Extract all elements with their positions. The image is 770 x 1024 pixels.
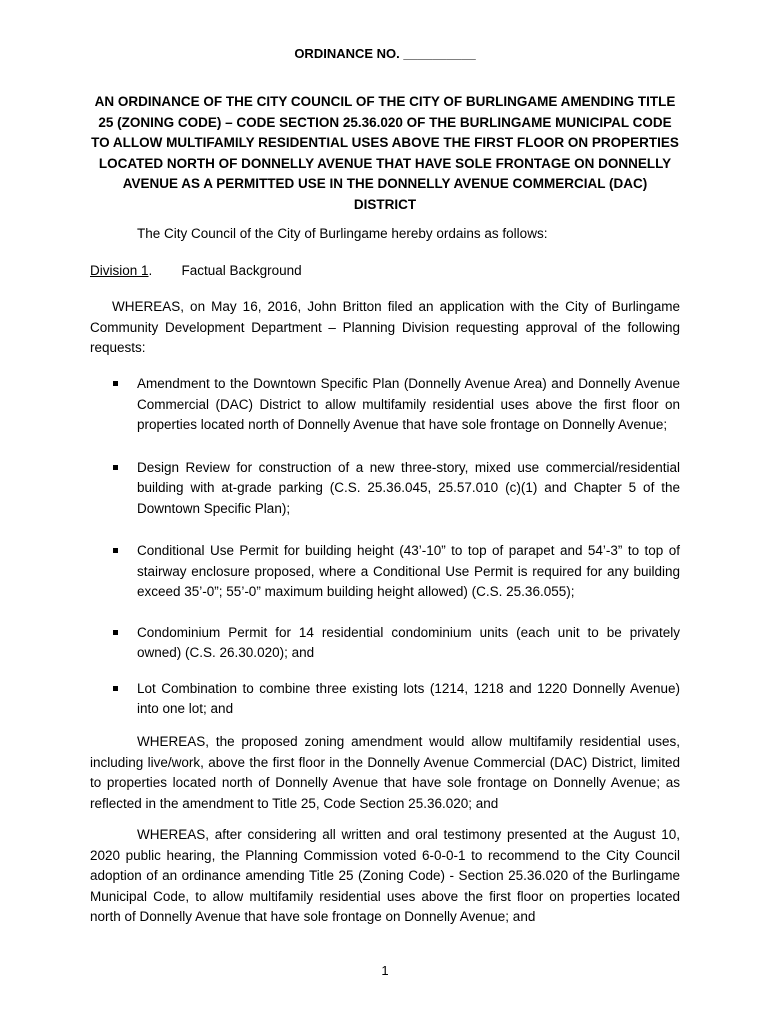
- division-heading: [90, 261, 302, 281]
- square-bullet-icon: [113, 630, 118, 635]
- square-bullet-icon: [113, 548, 118, 553]
- square-bullet-icon: [113, 381, 118, 386]
- list-item: [90, 679, 680, 720]
- list-item-text: Design Review for construction of a new three-story, mixed use commercial/residential building with at-grade parking (C.S. 25.36.045, 25.57.010 (c)(1) and Chapter 5 of the Downtown Specific Plan);: [137, 459, 680, 516]
- division-dot: .: [148, 263, 153, 278]
- list-item-text: Amendment to the Downtown Specific Plan (Donnelly Avenue Area) and Donnelly Avenue Commercial (DAC) District to allow multifamily residential uses above the first floor on properties located north of Donnelly Avenue that have sole frontage on Donnelly Avenue;: [137, 376, 680, 432]
- whereas-paragraph-3: WHEREAS, after considering all written and oral testimony presented at the August 10, 2020 public hearing, the Planning Commission voted 6-0-0-1 to recommend to the City Council adoption of an ordinance amending Title 25 (Zoning Code) - Section 25.36.020 of the Burlingame Municipal Code, to allow multifamily residential uses above the first floor on properties located north of Donnelly Avenue that have sole frontage on Donnelly Avenue; and: [90, 827, 680, 924]
- square-bullet-icon: [113, 465, 118, 470]
- list-item: [90, 374, 680, 436]
- division-label: Division 1: [90, 263, 149, 278]
- list-item: [90, 623, 680, 664]
- square-bullet-icon: [113, 686, 118, 691]
- list-item: [90, 458, 680, 520]
- requests-list: [90, 374, 680, 720]
- ordinance-number: ORDINANCE NO. __________: [294, 46, 476, 61]
- whereas-paragraph-1: WHEREAS, on May 16, 2016, John Britton filed an application with the City of Burlingame Community Development Department – Planning Division requesting approval of the following requests:: [90, 299, 680, 355]
- whereas-paragraph-2: WHEREAS, the proposed zoning amendment would allow multifamily residential uses, including live/work, above the first floor in the Donnelly Avenue Commercial (DAC) District, limited to properties located north of Donnelly Avenue that have sole frontage on Donnelly Avenue; as reflected in the amendment to Title 25, Code Section 25.36.020; and: [90, 734, 680, 811]
- list-item-text: Conditional Use Permit for building height (43’-10” to top of parapet and 54’-3” to top of stairway enclosure proposed, where a Conditional Use Permit is required for any building exceed 35’-0”; 55’-0” maximum building height allowed) (C.S. 25.36.055);: [137, 543, 680, 599]
- page-number: 1: [381, 963, 389, 978]
- intro-statement: The City Council of the City of Burlingame hereby ordains as follows:: [137, 226, 548, 241]
- list-item-text: Condominium Permit for 14 residential condominium units (each unit to be privately owned) (C.S. 26.30.020); and: [137, 624, 680, 660]
- ordinance-title: AN ORDINANCE OF THE CITY COUNCIL OF THE CITY OF BURLINGAME AMENDING TITLE 25 (ZONING CODE) – CODE SECTION 25.36.020 OF THE BURLINGAME MUNICIPAL CODE TO ALLOW MULTIFAMILY RESIDENTIAL USES ABOVE THE FIRST FLOOR ON PROPERTIES LOCATED NORTH OF DONNELLY AVENUE THAT HAVE SOLE FRONTAGE ON DONNELLY AVENUE AS A PERMITTED USE IN THE DONNELLY AVENUE COMMERCIAL (DAC) DISTRICT: [91, 94, 679, 212]
- list-item: [90, 541, 680, 603]
- list-item-text: Lot Combination to combine three existing lots (1214, 1218 and 1220 Donnelly Avenue) into one lot; and: [137, 680, 680, 716]
- division-title: Factual Background: [181, 263, 302, 278]
